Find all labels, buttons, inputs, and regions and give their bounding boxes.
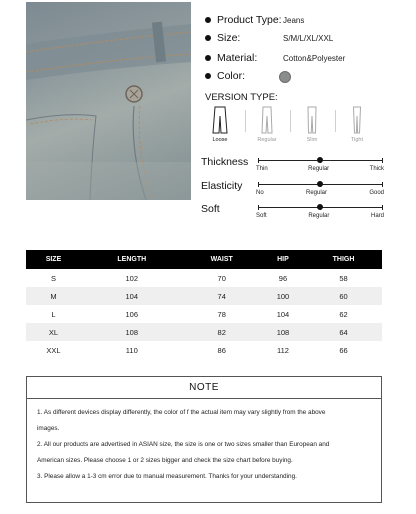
table-row [26,323,382,341]
size-table-body [26,269,382,359]
scale-tick [258,205,259,210]
scale-tick [258,158,259,163]
attr-key: Material: [217,52,258,64]
attr-key: Product Type: [217,14,282,26]
column-header: SIZE [26,250,81,269]
scale-name: Soft [201,203,220,215]
size-table [26,250,382,359]
scale-marker [317,181,323,187]
pants-slim-icon [302,106,322,134]
scale-track [258,184,382,185]
table-cell: 104 [81,287,183,305]
attr-product-type [205,13,304,27]
product-photo [26,2,191,200]
scale-label: Thick [369,166,384,172]
table-cell: M [26,287,81,305]
divider [290,110,291,132]
version-type-label: Regular [257,137,277,143]
table-cell: 100 [261,287,305,305]
table-cell: 110 [125,345,138,355]
table-row [26,341,382,359]
bullet-icon [205,17,211,23]
column-header: WAIST [183,250,261,269]
table-cell: 104 [276,309,290,319]
table-cell: 60 [305,287,382,305]
scale-labels [256,213,384,219]
note-body [27,399,381,485]
scale-tick [258,182,259,187]
attr-color [205,69,283,83]
scale-label: Hard [370,213,384,219]
bullet-icon [205,55,211,61]
scale-name: Thickness [201,156,249,168]
note-title: NOTE [27,377,381,399]
scale-label: Regular [308,166,330,172]
bullet-icon [205,35,211,41]
note-line: 1. As different devices display differently, the color of f the actual item may vary slightly from the above [37,409,326,416]
table-cell: 78 [217,309,226,319]
version-type-title: VERSION TYPE: [205,92,278,103]
scale-track [258,160,382,161]
table-cell: 102 [125,273,139,283]
column-header: THIGH [305,250,382,269]
attr-material [205,51,345,65]
color-swatch [279,71,291,83]
version-type-label: Loose [212,137,228,143]
note-line: American sizes. Please choose 1 or 2 sizes bigger and check the size chart before buying. [37,457,293,464]
table-cell: 74 [183,287,261,305]
column-header: LENGTH [81,250,183,269]
version-type-label: Slim [306,137,318,143]
table-cell: 112 [276,345,289,355]
scale-labels [256,166,384,172]
attr-value: Cotton&Polyester [283,53,346,63]
attr-key: Color: [217,70,246,82]
version-type-loose [200,106,240,143]
table-cell: 108 [261,323,305,341]
scale-label: No [256,190,264,196]
scale-tick [382,205,383,210]
table-cell: 86 [217,345,226,355]
scale-label: Regular [308,213,330,219]
table-cell: 106 [125,309,139,319]
version-type-slim [292,106,332,143]
note-box [26,376,382,503]
scale-tick [382,182,383,187]
size-table-header [26,250,382,269]
attr-value: Jeans [283,15,305,25]
scale-track [258,207,382,208]
scale-label: Good [369,190,384,196]
divider [335,110,336,132]
note-line: images. [37,425,60,432]
pants-regular-icon [257,106,277,134]
table-cell: 108 [81,323,183,341]
version-type-label: Tight [350,137,364,143]
note-line: 3. Please allow a 1-3 cm error due to manual measurement. Thanks for your understanding. [37,473,297,480]
table-row [26,305,382,323]
table-cell: L [51,309,56,319]
table-cell: XXL [46,345,61,355]
attr-size [205,31,333,45]
table-row [26,269,382,287]
table-cell: 62 [339,309,348,319]
table-cell: S [50,273,56,283]
pants-tight-icon [347,106,367,134]
table-cell: XL [26,323,81,341]
table-cell: 82 [183,323,261,341]
note-line: 2. All our products are advertised in ASIAN size, the size is one or two sizes smaller than European and [37,441,330,448]
scale-marker [317,157,323,163]
scale-marker [317,204,323,210]
table-cell: 66 [339,345,348,355]
scale-name: Elasticity [201,180,243,192]
bullet-icon [205,73,211,79]
pants-loose-icon [210,106,230,134]
scale-tick [382,158,383,163]
scale-labels [256,190,384,196]
scale-label: Thin [256,166,268,172]
version-type-tight [337,106,377,143]
scale-label: Soft [256,213,267,219]
scale-label: Regular [305,190,327,196]
attr-key: Size: [217,32,241,44]
table-row [26,287,382,305]
divider [245,110,246,132]
table-cell: 58 [339,273,348,283]
attr-value: S/M/L/XL/XXL [283,33,334,43]
table-cell: 96 [278,273,288,283]
column-header: HIP [261,250,305,269]
table-cell: 64 [305,323,382,341]
version-type-regular [247,106,287,143]
table-cell: 70 [217,273,226,283]
